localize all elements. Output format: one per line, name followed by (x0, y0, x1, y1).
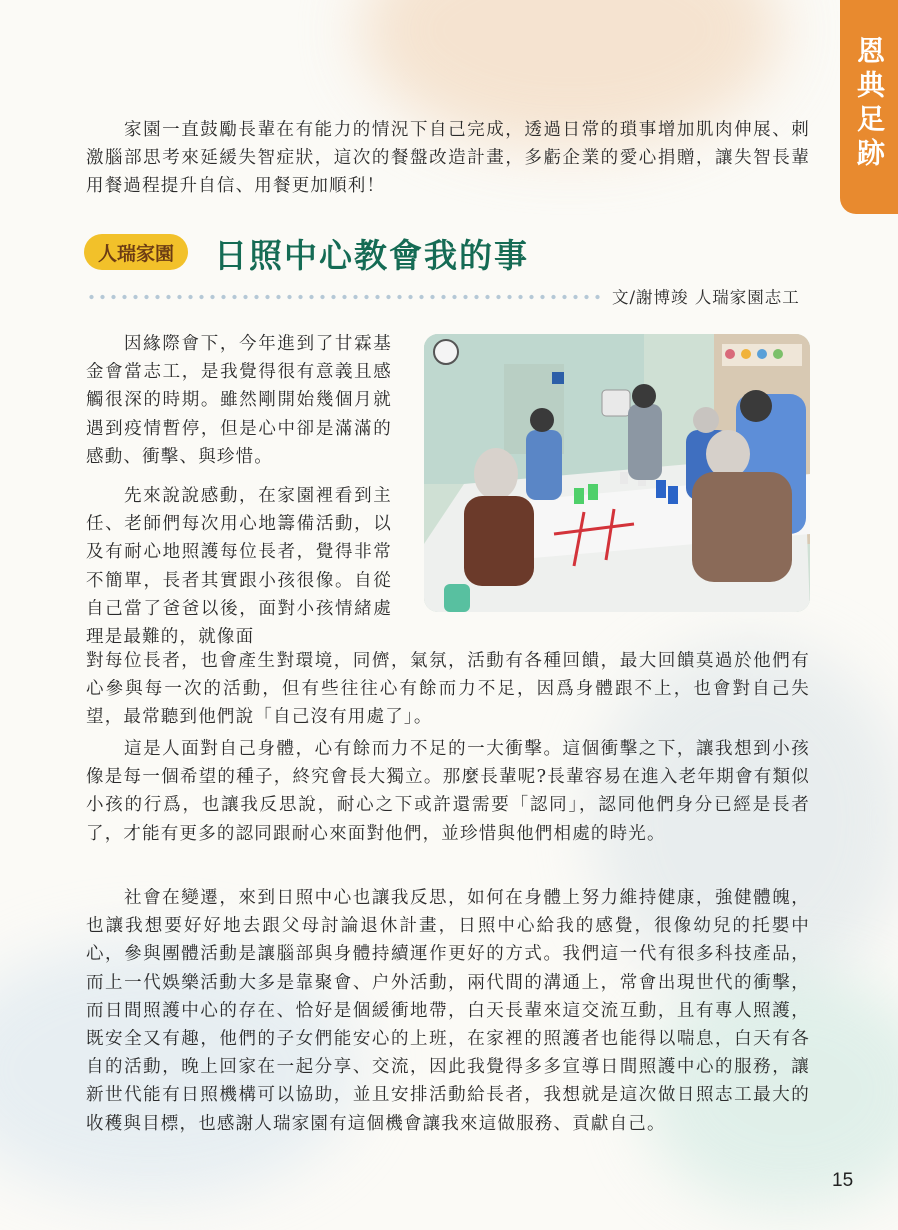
article-paragraph-4: 社會在變遷，來到日照中心也讓我反思，如何在身體上努力維持健康，強健體魄，也讓我想要好好地去跟父母討論退休計畫，日照中心給我的感覺，很像幼兒的托嬰中心，參與團體活動是讓腦部與身體持續運作更好的方式。我們這一代有很多科技產品，而上一代娛樂活動大多是靠聚會、户外活動，兩代間的溝通上，常會出現世代的衝擊，而日間照護中心的存在、恰好是個緩衝地帶，白天長輩來這交流互動，且有專人照護，既安全又有趣，他們的子女們能安心的上班，在家裡的照護者也能得以喘息，白天有各自的活動，晚上回家在一起分享、交流，因此我覺得多多宣導日間照護中心的服務，讓新世代能有日照機構可以協助，並且安排活動給長者，我想就是這次做日照志工最大的收穫與目標，也感謝人瑞家園有這個機會讓我來這做服務、貢獻自己。 (86, 888, 810, 1134)
dotted-divider (86, 294, 606, 300)
section-corner-tab (840, 0, 898, 214)
article-paragraph-2-continued: 對每位長者，也會產生對環境，同儕，氣氛，活動有各種回饋，最大回饋莫過於他們有心參與每一次的活動，但有些往往心有餘而力不足，因爲身體跟不上，也會對自己失望，最常聽到他們說「自己沒有用處了」。 (86, 651, 810, 728)
section-tag: 人瑞家園 (84, 234, 188, 270)
page-number: 15 (832, 1170, 854, 1191)
article-paragraph-2: 先來說說感動，在家園裡看到主任、老師們每次用心地籌備活動，以及有耐心地照護每位長者，覺得非常不簡單，長者其實跟小孩很像。自從自己當了爸爸以後，面對小孩情緒處理是最難的，就像面 (86, 486, 392, 648)
article-title: 日照中心教會我的事 (214, 236, 529, 275)
article-paragraph-3: 這是人面對自己身體，心有餘而力不足的一大衝擊。這個衝擊之下，讓我想到小孩像是每一個希望的種子，終究會長大獨立。那麼長輩呢?長輩容易在進入老年期會有類似小孩的行爲，也讓我反思說，耐心之下或許還需要「認同」，認同他們身分已經是長者了，才能有更多的認同跟耐心來面對他們，並珍惜與他們相處的時光。 (86, 739, 810, 844)
intro-paragraph: 家園一直鼓勵長輩在有能力的情況下自己完成，透過日常的瑣事增加肌肉伸展、刺激腦部思考來延緩失智症狀，這次的餐盤改造計畫，多虧企業的愛心捐贈，讓失智長輩用餐過程提升自信、用餐更加順利！ (86, 120, 810, 197)
article-byline: 文/謝博竣 人瑞家園志工 (612, 288, 800, 307)
activity-photo (424, 334, 810, 612)
article-left-column (86, 330, 392, 651)
corner-tab-label: 恩典足跡 (853, 36, 886, 172)
article-paragraph-1: 因緣際會下，今年進到了甘霖基金會當志工，是我覺得很有意義且感觸很深的時期。雖然剛開始幾個月就遇到疫情暫停，但是心中卻是滿滿的感動、衝擊、與珍惜。 (86, 334, 392, 467)
